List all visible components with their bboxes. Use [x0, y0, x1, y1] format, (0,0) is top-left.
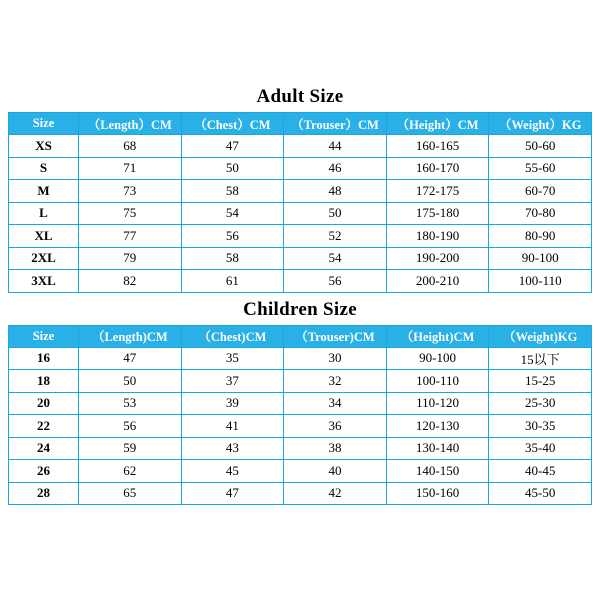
- children-size-title: Children Size: [243, 298, 357, 320]
- table-row: [9, 370, 592, 393]
- cell-chest: 43: [181, 437, 284, 460]
- cell-size: 2XL: [9, 247, 79, 270]
- column-header-trouser: （Trouser)CM: [284, 325, 387, 347]
- cell-chest: 58: [181, 247, 284, 270]
- column-header-length: （Length)CM: [79, 325, 182, 347]
- table-row: [9, 180, 592, 203]
- cell-height: 150-160: [386, 482, 489, 505]
- cell-weight: 15以下: [489, 347, 592, 370]
- cell-height: 160-170: [386, 157, 489, 180]
- cell-weight: 15-25: [489, 370, 592, 393]
- adult-size-table: [8, 112, 592, 293]
- cell-trouser: 54: [284, 247, 387, 270]
- children-size-block: [0, 299, 600, 506]
- column-header-weight: （Weight)KG: [489, 325, 592, 347]
- table-header-row: [9, 325, 592, 347]
- cell-height: 160-165: [386, 135, 489, 158]
- cell-length: 71: [79, 157, 182, 180]
- cell-trouser: 52: [284, 225, 387, 248]
- cell-trouser: 30: [284, 347, 387, 370]
- cell-weight: 90-100: [489, 247, 592, 270]
- cell-trouser: 50: [284, 202, 387, 225]
- cell-size: L: [9, 202, 79, 225]
- table-row: [9, 157, 592, 180]
- cell-trouser: 38: [284, 437, 387, 460]
- cell-trouser: 32: [284, 370, 387, 393]
- cell-trouser: 48: [284, 180, 387, 203]
- cell-height: 110-120: [386, 392, 489, 415]
- table-header-row: [9, 113, 592, 135]
- table-row: [9, 247, 592, 270]
- cell-height: 90-100: [386, 347, 489, 370]
- cell-size: 24: [9, 437, 79, 460]
- cell-length: 75: [79, 202, 182, 225]
- cell-weight: 25-30: [489, 392, 592, 415]
- cell-trouser: 46: [284, 157, 387, 180]
- table-row: [9, 460, 592, 483]
- cell-weight: 35-40: [489, 437, 592, 460]
- cell-height: 180-190: [386, 225, 489, 248]
- cell-length: 79: [79, 247, 182, 270]
- cell-chest: 39: [181, 392, 284, 415]
- cell-size: 16: [9, 347, 79, 370]
- cell-length: 53: [79, 392, 182, 415]
- cell-weight: 40-45: [489, 460, 592, 483]
- cell-length: 59: [79, 437, 182, 460]
- cell-length: 73: [79, 180, 182, 203]
- cell-length: 82: [79, 270, 182, 293]
- cell-height: 100-110: [386, 370, 489, 393]
- table-row: [9, 437, 592, 460]
- cell-length: 62: [79, 460, 182, 483]
- column-header-weight: （Weight）KG: [489, 113, 592, 135]
- column-header-height: （Height）CM: [386, 113, 489, 135]
- column-header-size: Size: [9, 113, 79, 135]
- cell-weight: 30-35: [489, 415, 592, 438]
- table-row: [9, 135, 592, 158]
- table-row: [9, 270, 592, 293]
- cell-chest: 58: [181, 180, 284, 203]
- cell-size: 3XL: [9, 270, 79, 293]
- cell-size: XS: [9, 135, 79, 158]
- cell-trouser: 36: [284, 415, 387, 438]
- table-row: [9, 392, 592, 415]
- cell-trouser: 40: [284, 460, 387, 483]
- cell-chest: 56: [181, 225, 284, 248]
- table-row: [9, 347, 592, 370]
- column-header-chest: （Chest)CM: [181, 325, 284, 347]
- table-row: [9, 225, 592, 248]
- cell-size: 26: [9, 460, 79, 483]
- column-header-chest: （Chest）CM: [181, 113, 284, 135]
- cell-trouser: 44: [284, 135, 387, 158]
- cell-chest: 35: [181, 347, 284, 370]
- cell-height: 172-175: [386, 180, 489, 203]
- table-row: [9, 202, 592, 225]
- column-header-height: （Height)CM: [386, 325, 489, 347]
- cell-length: 50: [79, 370, 182, 393]
- cell-height: 140-150: [386, 460, 489, 483]
- cell-chest: 47: [181, 135, 284, 158]
- cell-trouser: 56: [284, 270, 387, 293]
- cell-chest: 61: [181, 270, 284, 293]
- cell-height: 190-200: [386, 247, 489, 270]
- cell-size: 20: [9, 392, 79, 415]
- cell-chest: 37: [181, 370, 284, 393]
- cell-chest: 47: [181, 482, 284, 505]
- cell-chest: 50: [181, 157, 284, 180]
- cell-weight: 60-70: [489, 180, 592, 203]
- cell-size: 22: [9, 415, 79, 438]
- cell-size: S: [9, 157, 79, 180]
- table-row: [9, 482, 592, 505]
- table-row: [9, 415, 592, 438]
- cell-weight: 55-60: [489, 157, 592, 180]
- cell-height: 120-130: [386, 415, 489, 438]
- column-header-length: （Length）CM: [79, 113, 182, 135]
- cell-weight: 100-110: [489, 270, 592, 293]
- adult-size-title: Adult Size: [256, 86, 344, 107]
- cell-length: 77: [79, 225, 182, 248]
- children-size-table: [8, 325, 592, 506]
- adult-size-block: [0, 86, 600, 293]
- cell-chest: 41: [181, 415, 284, 438]
- cell-weight: 70-80: [489, 202, 592, 225]
- cell-length: 56: [79, 415, 182, 438]
- cell-weight: 50-60: [489, 135, 592, 158]
- cell-size: 18: [9, 370, 79, 393]
- top-spacer: [0, 0, 600, 86]
- column-header-size: Size: [9, 325, 79, 347]
- cell-chest: 54: [181, 202, 284, 225]
- cell-trouser: 42: [284, 482, 387, 505]
- cell-trouser: 34: [284, 392, 387, 415]
- cell-height: 130-140: [386, 437, 489, 460]
- cell-length: 65: [79, 482, 182, 505]
- cell-chest: 45: [181, 460, 284, 483]
- cell-length: 68: [79, 135, 182, 158]
- cell-size: M: [9, 180, 79, 203]
- cell-weight: 80-90: [489, 225, 592, 248]
- column-header-trouser: （Trouser）CM: [284, 113, 387, 135]
- cell-size: 28: [9, 482, 79, 505]
- cell-weight: 45-50: [489, 482, 592, 505]
- cell-length: 47: [79, 347, 182, 370]
- cell-size: XL: [9, 225, 79, 248]
- cell-height: 175-180: [386, 202, 489, 225]
- cell-height: 200-210: [386, 270, 489, 293]
